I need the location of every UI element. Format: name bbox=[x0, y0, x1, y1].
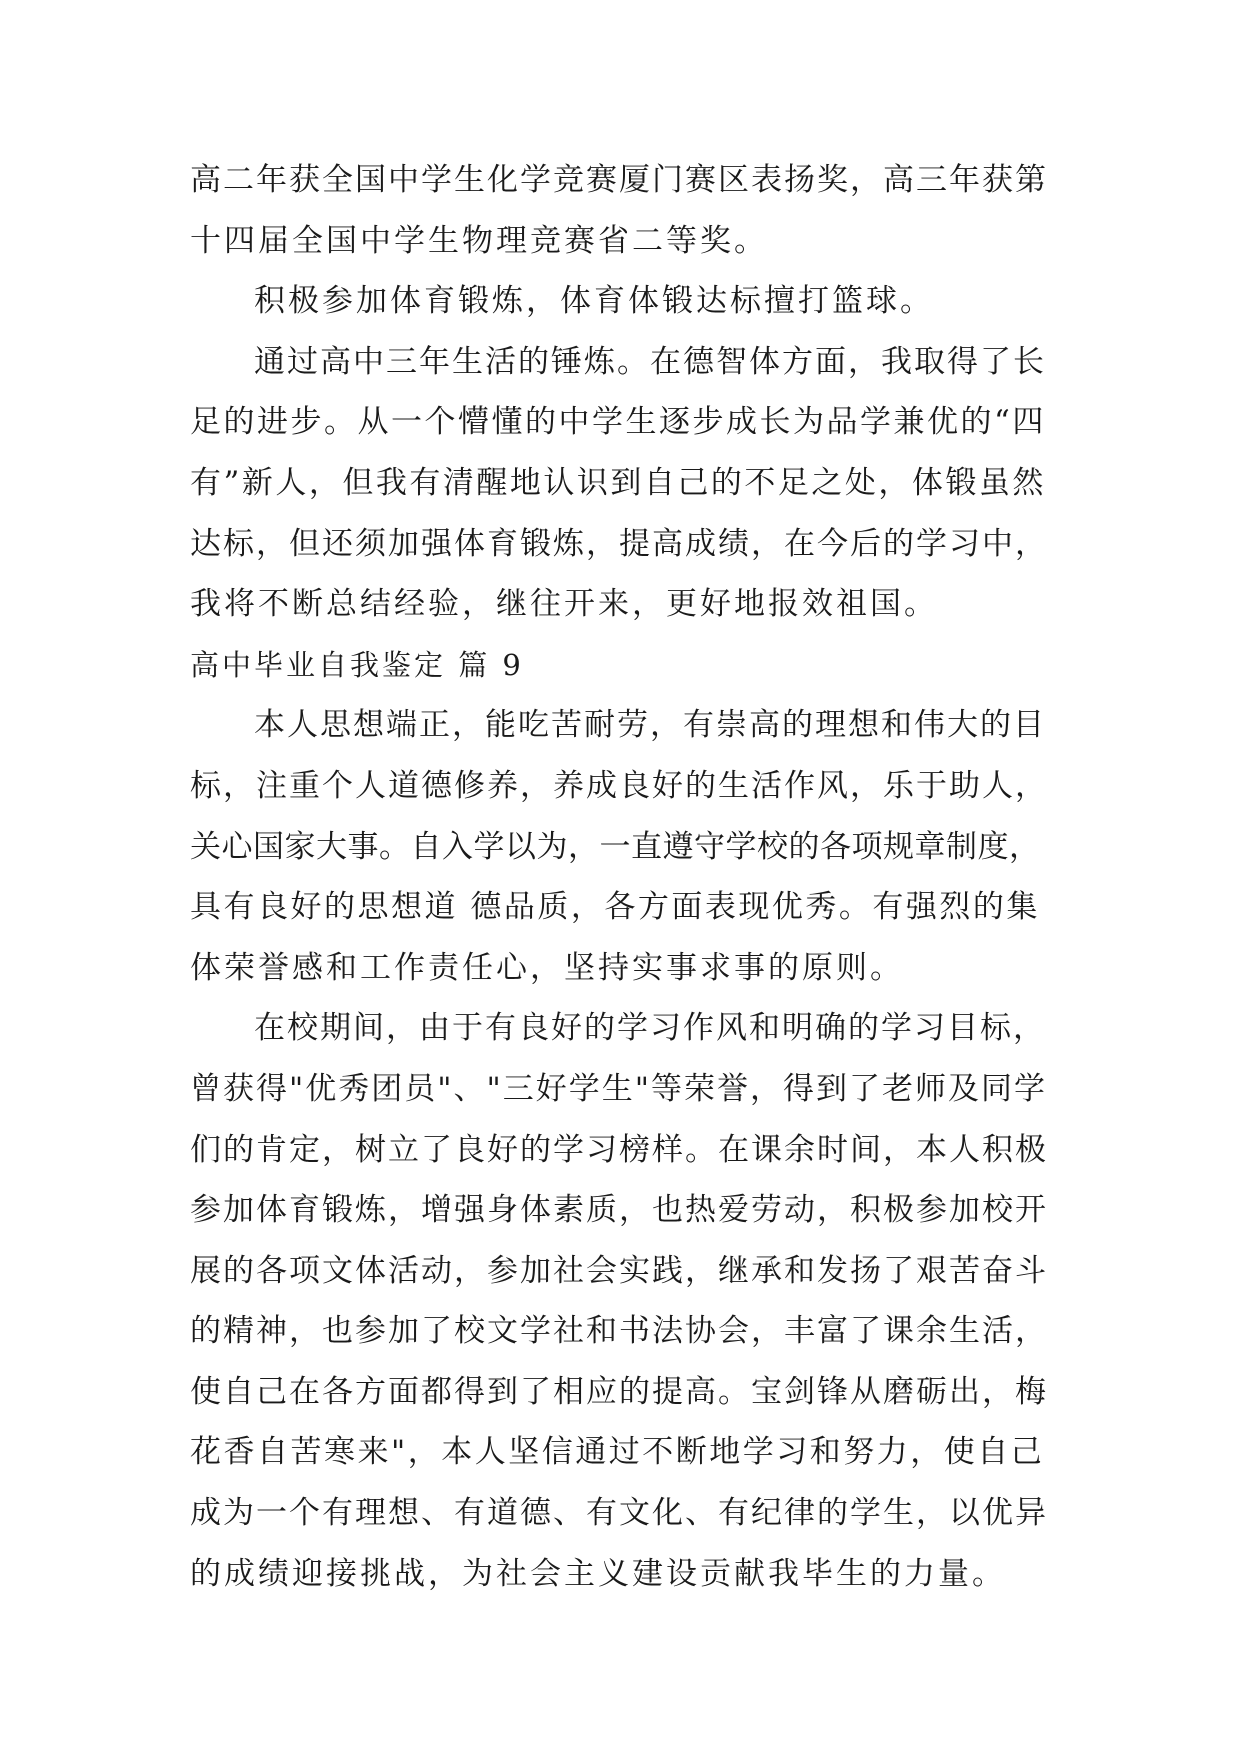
text-line: 达标，但还须加强体育锻炼，提高成绩，在今后的学习中， bbox=[190, 525, 1048, 562]
text-line: 足的进步。从一个懵懂的中学生逐步成长为品学兼优的“四 bbox=[190, 404, 1046, 441]
text-line: 十四届全国中学生物理竞赛省二等奖。 bbox=[190, 222, 768, 259]
text-line: 曾获得"优秀团员"、"三好学生"等荣誉，得到了老师及同学 bbox=[190, 1070, 1048, 1107]
text-line: 通过高中三年生活的锤炼。在德智体方面，我取得了长 bbox=[254, 343, 1046, 380]
text-line: 花香自苦寒来"，本人坚信通过不断地学习和努力，使自己 bbox=[190, 1434, 1045, 1471]
text-line: 具有良好的思想道 德品质，各方面表现优秀。有强烈的集 bbox=[190, 889, 1040, 926]
text-line: 体荣誉感和工作责任心，坚持实事求事的原则。 bbox=[190, 949, 904, 986]
text-line: 在校期间，由于有良好的学习作风和明确的学习目标， bbox=[254, 1010, 1046, 1047]
text-line: 高二年获全国中学生化学竞赛厦门赛区表扬奖，高三年获第 bbox=[190, 162, 1048, 198]
text-line: 有”新人，但我有清醒地认识到自己的不足之处，体锻虽然 bbox=[190, 464, 1046, 501]
text-line: 们的肯定，树立了良好的学习榜样。在课余时间，本人积极 bbox=[190, 1131, 1048, 1168]
document-body bbox=[190, 150, 1050, 1604]
text-line: 本人思想端正，能吃苦耐劳，有崇高的理想和伟大的目 bbox=[254, 707, 1046, 744]
text-line: 标，注重个人道德修养，养成良好的生活作风，乐于助人， bbox=[190, 767, 1048, 804]
section-heading: 高中毕业自我鉴定 篇 9 bbox=[190, 647, 524, 682]
text-line: 展的各项文体活动，参加社会实践，继承和发扬了艰苦奋斗 bbox=[190, 1252, 1048, 1289]
text-line: 参加体育锻炼，增强身体素质，也热爱劳动，积极参加校开 bbox=[190, 1192, 1048, 1229]
text-line: 的成绩迎接挑战，为社会主义建设贡献我毕生的力量。 bbox=[190, 1555, 1006, 1592]
text-line: 积极参加体育锻炼，体育体锻达标擅打篮球。 bbox=[254, 283, 934, 320]
text-line: 关心国家大事。自入学以为，一直遵守学校的各项规章制度， bbox=[190, 828, 1041, 865]
text-line: 我将不断总结经验，继往开来，更好地报效祖国。 bbox=[190, 586, 938, 623]
text-line: 使自己在各方面都得到了相应的提高。宝剑锋从磨砺出，梅 bbox=[190, 1373, 1048, 1410]
text-line: 的精神，也参加了校文学社和书法协会，丰富了课余生活， bbox=[190, 1313, 1048, 1350]
text-line: 成为一个有理想、有道德、有文化、有纪律的学生，以优异 bbox=[190, 1495, 1048, 1532]
